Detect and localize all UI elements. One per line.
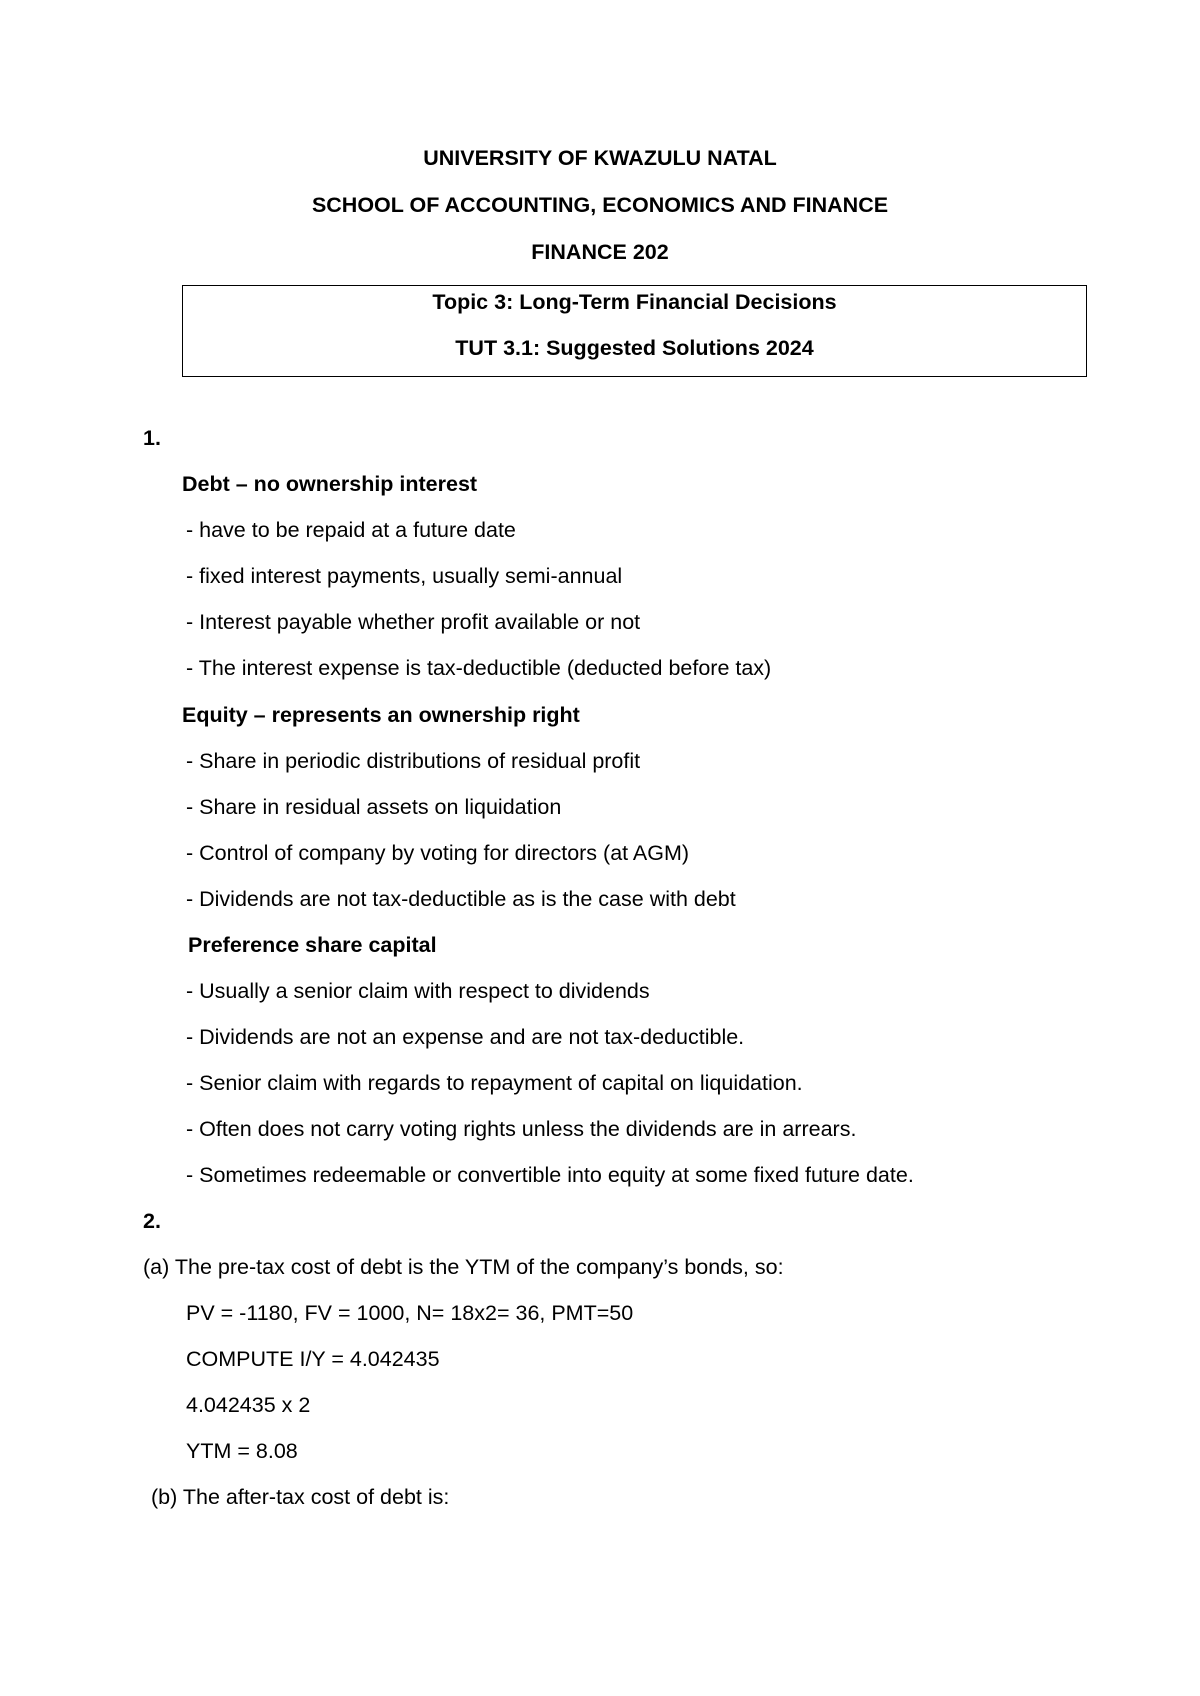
- preference-point: - Senior claim with regards to repayment of capital on liquidation.: [186, 1071, 803, 1095]
- calc-line: COMPUTE I/Y = 4.042435: [186, 1347, 440, 1371]
- university-name: UNIVERSITY OF KWAZULU NATAL: [423, 146, 777, 170]
- calc-line: 4.042435 x 2: [186, 1393, 311, 1417]
- equity-heading: Equity – represents an ownership right: [182, 703, 580, 727]
- school-name: SCHOOL OF ACCOUNTING, ECONOMICS AND FINANCE: [311, 193, 889, 217]
- debt-point: - Interest payable whether profit available or not: [186, 610, 641, 634]
- equity-point: - Share in residual assets on liquidation: [186, 795, 562, 819]
- equity-point: - Share in periodic distributions of residual profit: [186, 749, 641, 773]
- preference-point: - Often does not carry voting rights unless the dividends are in arrears.: [186, 1117, 857, 1141]
- question-1-number: 1.: [143, 426, 161, 450]
- question-2-number: 2.: [143, 1209, 161, 1233]
- debt-point: - The interest expense is tax-deductible (deducted before tax): [186, 656, 772, 680]
- debt-point: - have to be repaid at a future date: [186, 518, 516, 542]
- title-box: [182, 285, 1087, 377]
- debt-heading: Debt – no ownership interest: [182, 472, 478, 496]
- preference-point: - Dividends are not an expense and are not tax-deductible.: [186, 1025, 745, 1049]
- equity-point: - Control of company by voting for directors (at AGM): [186, 841, 690, 865]
- preference-heading: Preference share capital: [188, 933, 437, 957]
- part-b-intro: (b) The after-tax cost of debt is:: [151, 1485, 450, 1509]
- calc-line: YTM = 8.08: [186, 1439, 298, 1463]
- tut-title: TUT 3.1: Suggested Solutions 2024: [455, 336, 814, 360]
- preference-point: - Usually a senior claim with respect to dividends: [186, 979, 650, 1003]
- preference-point: - Sometimes redeemable or convertible into equity at some fixed future date.: [186, 1163, 914, 1187]
- part-a-intro: (a) The pre-tax cost of debt is the YTM of the company’s bonds, so:: [143, 1255, 784, 1279]
- calc-line: PV = -1180, FV = 1000, N= 18x2= 36, PMT=50: [186, 1301, 634, 1325]
- debt-point: - fixed interest payments, usually semi-annual: [186, 564, 623, 588]
- equity-point: - Dividends are not tax-deductible as is the case with debt: [186, 887, 736, 911]
- course-name: FINANCE 202: [531, 240, 669, 264]
- topic-title: Topic 3: Long-Term Financial Decisions: [432, 290, 837, 314]
